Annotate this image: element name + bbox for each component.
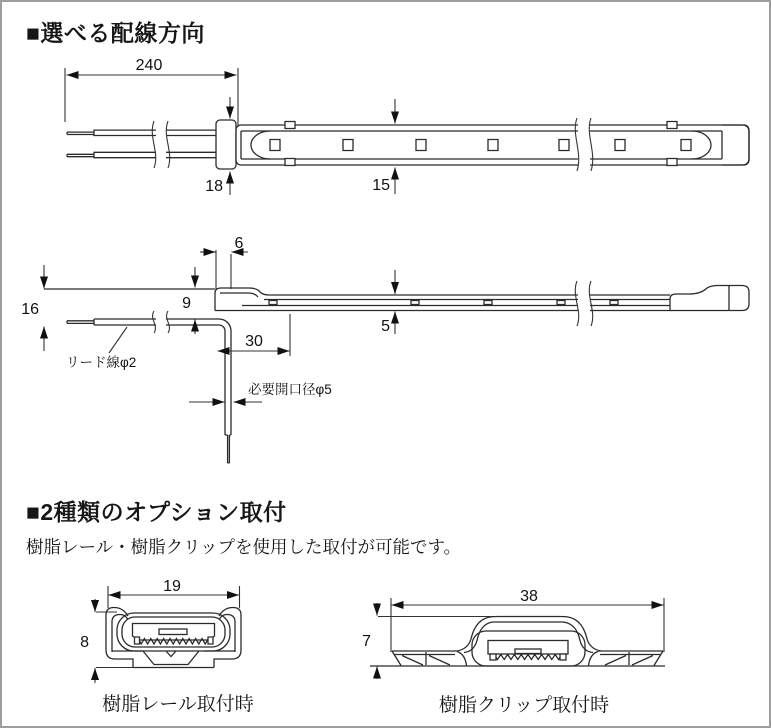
dim-38-value: 38 xyxy=(520,588,538,605)
dim-6-value: 6 xyxy=(234,235,244,252)
dim-9-value: 9 xyxy=(182,295,191,312)
rail-mount-drawing xyxy=(80,578,241,683)
clip-mount-drawing xyxy=(362,588,665,679)
required-opening-label: 必要開口径φ5 xyxy=(248,382,332,397)
side-end-cap xyxy=(670,286,749,311)
dim-15-value: 15 xyxy=(372,177,390,194)
section1-heading: ■選べる配線方向 xyxy=(26,20,205,46)
lead-wire-leader-line xyxy=(109,327,127,353)
side-wire-break-gap xyxy=(156,318,166,327)
dim-5-value: 5 xyxy=(381,318,390,335)
dim-8-value: 8 xyxy=(80,634,89,651)
dim-7-value: 7 xyxy=(362,633,371,650)
clip-mount-caption: 樹脂クリップ取付時 xyxy=(438,695,610,716)
top-view-drawing xyxy=(65,57,749,195)
strip-break-gap xyxy=(578,116,590,174)
dim-240-extension-lines xyxy=(65,68,238,162)
dim-18-value: 18 xyxy=(205,178,223,195)
rail-mount-caption: 樹脂レール取付時 xyxy=(102,694,254,715)
section2-description: 樹脂レール・樹脂クリップを使用した取付が可能です。 xyxy=(26,537,462,557)
lead-wires xyxy=(67,130,217,158)
side-view-drawing xyxy=(21,235,749,463)
clip-strip-component xyxy=(515,649,541,654)
wire-break-gap xyxy=(156,124,166,164)
technical-drawings xyxy=(2,2,771,728)
dim-19-value: 19 xyxy=(163,578,181,595)
dim-30-value: 30 xyxy=(245,333,263,350)
side-led-chips xyxy=(269,301,618,305)
rail-strip-component xyxy=(159,629,187,635)
section2-heading: ■2種類のオプション取付 xyxy=(26,499,287,525)
side-lead-wire xyxy=(67,319,231,463)
dim-240-value: 240 xyxy=(135,57,163,74)
lead-wire-label: リード線φ2 xyxy=(66,355,137,370)
wire-connector xyxy=(216,120,236,169)
dim-6-extension-lines xyxy=(216,250,231,289)
dim-16-value: 16 xyxy=(21,301,39,318)
side-strip-break-gap xyxy=(578,291,590,312)
